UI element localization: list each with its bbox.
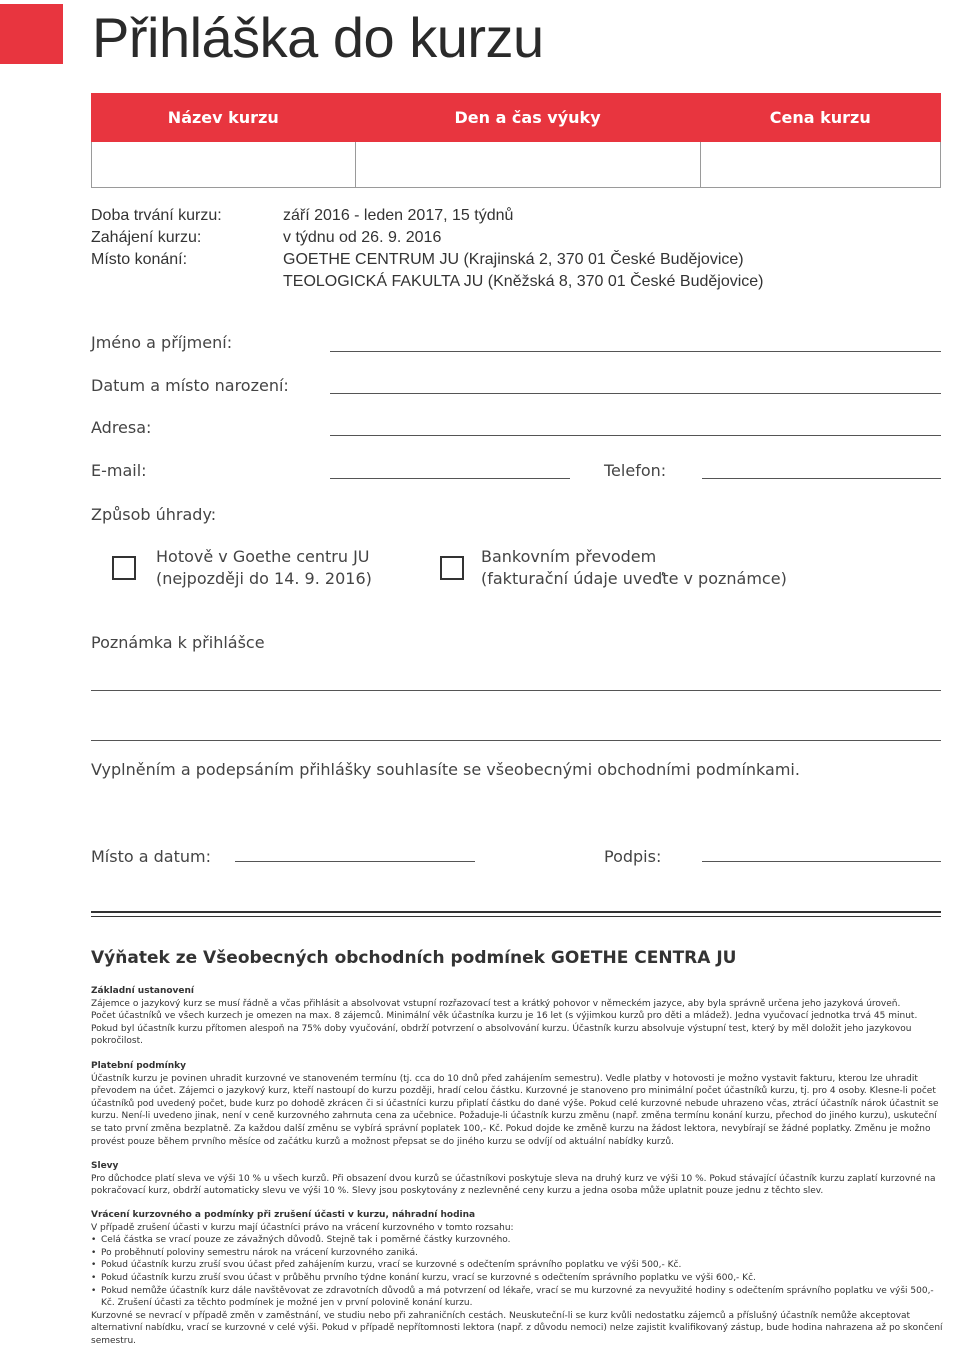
email-label: E-mail: xyxy=(91,461,147,480)
terms-line: Počet účastníků ve všech kurzech je omezen na max. 8 zájemců. Minimální věk účastníka kurzu je 16 let (s výjimkou kurzů pro děti a mládež). Jedna vyučovací jednotka trvá 45 minut. xyxy=(91,1011,918,1022)
refund-list xyxy=(91,1234,943,1310)
page-title: Přihláška do kurzu xyxy=(92,6,544,69)
section-title: Platební podmínky xyxy=(91,1061,187,1071)
price-cell[interactable] xyxy=(700,142,940,188)
terms-paragraph: Kurzovné se nevrací v případě změn v zaměstnání, ve studiu nebo při zahraničních cestách. Neuskuteční-li se kurz kvůli nedostatku zájemců a příslušný účastník nemůže akceptovat alternativní nabídku, vrací se kurzovné v celé výši. Pokud v případě nepřítomnosti lektora (např. z důvodu nemoci) nelze zajistit kvalifikovaný zástup, bude hodina nahrazena až po skončení semestru. xyxy=(91,1310,943,1346)
info-value: TEOLOGICKÁ FAKULTA JU (Kněžská 8, 370 01 České Budějovice) xyxy=(283,273,764,290)
agreement-text: Vyplněním a podepsáním přihlášky souhlasíte se všeobecnými obchodními podmínkami. xyxy=(91,760,800,779)
divider xyxy=(91,911,941,913)
cash-option-line1: Hotově v Goethe centru JU xyxy=(156,547,370,566)
name-label: Jméno a příjmení: xyxy=(91,333,233,352)
section-title: Základní ustanovení xyxy=(91,986,195,996)
note-line-1[interactable] xyxy=(91,690,941,691)
terms-section-discounts xyxy=(91,1160,943,1198)
terms-line: Pokud byl účastník kurzu přítomen alespoň na 75% doby vyučování, obdrží potvrzení o absolvování kurzu. Účastník kurzu absolvuje výstupní test, který by měl doložit jeho jazykovou pokročilost. xyxy=(91,1023,912,1047)
signature-label: Podpis: xyxy=(604,847,662,866)
course-name-cell[interactable] xyxy=(92,142,356,188)
terms-paragraph: Účastník kurzu je povinen uhradit kurzovné ve stanoveném termínu (tj. cca do 10 dnů před zahájením semestru). Vedle platby v hotovosti je možno vystavit fakturu, kterou lze uhradit převodem na účet. Zájemci o jazykový kurz, kteří nastoupí do kurzu později, hradí celou částku. Kurzovné je stanoveno pro minimální počet účastníků kurzu, tj. pro 4 osoby. Klesne-li počet účastníků pod uvedený počet, bude kurz po dohodě zkrácen či si účastníci kurzu připlatí částku do dané výše. Pokud celé kurzovné nebude uhrazeno včas, ztrácí účastník nárok účastnit se kurzu. Není-li uvedeno jinak, není v ceně kurzovného zahrnuta cena za učebnice. Požaduje-li účastník kurzu změnu (např. změna termínu konání kurzu, přechod do jiného kurzu), uskuteční se tato první změna bezplatně. Za každou další změnu se vybírá správní poplatek 100,- Kč. Pokud dojde ke změně kurzu na žádost lektora, nevybírají se žádné poplatky. Změnu je možno provést pouze během prvního měsíce od začátku kurzů a možnost přepsat se do jiného kurzu se odvíjí od aktuální nabídky kurzů. xyxy=(91,1073,939,1147)
payment-label: Způsob úhrady: xyxy=(91,505,217,524)
info-label: Zahájení kurzu: xyxy=(91,229,202,246)
terms-section-refund xyxy=(91,1209,943,1348)
header-price: Cena kurzu xyxy=(700,94,940,142)
transfer-option-line1: Bankovním převodem xyxy=(481,547,657,566)
phone-field[interactable] xyxy=(702,478,941,479)
terms-section-payment xyxy=(91,1060,943,1148)
info-label: Místo konání: xyxy=(91,251,188,268)
transfer-option-text xyxy=(481,546,787,590)
address-label: Adresa: xyxy=(91,418,152,437)
section-title: Vrácení kurzovného a podmínky při zrušení účasti v kurzu, náhradní hodina xyxy=(91,1210,476,1220)
terms-paragraph: Pro důchodce platí sleva ve výši 10 % u všech kurzů. Při obsazení dvou kurzů se účastníkovi poskytuje sleva na druhý kurz ve výši 10 %. Pokud stávající účastník kurzu zaplatí kurzovné na pokračovací kurz, obdrží automaticky slevu ve výši 10 %. Slevy jsou poskytovány z nezlevněné ceny kurzu a jedna osoba může uplatnit pouze jednu z těchto slev. xyxy=(91,1173,936,1197)
list-item: • Celá částka se vrací pouze ze závažných důvodů. Stejně tak i poměrné částky kurzovného. xyxy=(101,1234,943,1247)
transfer-checkbox[interactable] xyxy=(440,556,464,580)
transfer-option-line2: (fakturační údaje uveďte v poznámce) xyxy=(481,569,787,588)
email-field[interactable] xyxy=(330,478,570,479)
divider xyxy=(91,916,941,917)
place-date-label: Místo a datum: xyxy=(91,847,211,866)
info-label xyxy=(91,271,283,293)
list-item: • Pokud nemůže účastník kurz dále navštěvovat ze zdravotních důvodů a má potvrzení od lékaře, vrací se mu kurzovné za nevyužité hodiny s odečtením správního poplatku ve výši 500,- Kč. Zrušení účasti za těchto podmínek je možné jen v první polovině konání kurzu. xyxy=(101,1285,943,1310)
phone-label: Telefon: xyxy=(604,461,667,480)
cash-option-text xyxy=(156,546,372,590)
birth-field[interactable] xyxy=(330,393,941,394)
note-label: Poznámka k přihlášce xyxy=(91,633,265,652)
name-field[interactable] xyxy=(330,351,941,352)
header-course-name: Název kurzu xyxy=(92,94,356,142)
terms-section-basic xyxy=(91,985,943,1048)
info-value: v týdnu od 26. 9. 2016 xyxy=(283,229,442,246)
birth-label: Datum a místo narození: xyxy=(91,376,289,395)
cash-option-line2: (nejpozději do 14. 9. 2016) xyxy=(156,569,372,588)
terms-line: Zájemce o jazykový kurz se musí řádně a včas přihlásit a absolvovat vstupní rozřazovací test a krátký pohovor v německém jazyce, aby byla správně určena jeho jazyková úroveň. xyxy=(91,998,901,1009)
info-value: září 2016 - leden 2017, 15 týdnů xyxy=(283,207,514,224)
list-item: • Pokud účastník kurzu zruší svou účast v průběhu prvního týdne konání kurzu, vrací se kurzovné s odečtením správního poplatku ve výši 600,- Kč. xyxy=(101,1272,943,1285)
info-value: GOETHE CENTRUM JU (Krajinská 2, 370 01 České Budějovice) xyxy=(283,251,744,268)
day-time-cell[interactable] xyxy=(355,142,700,188)
address-field[interactable] xyxy=(330,435,941,436)
note-line-2[interactable] xyxy=(91,740,941,741)
header-day-time: Den a čas výuky xyxy=(355,94,700,142)
place-date-field[interactable] xyxy=(235,861,475,862)
terms-title: Výňatek ze Všeobecných obchodních podmínek GOETHE CENTRA JU xyxy=(91,948,737,968)
brand-red-square xyxy=(0,4,63,64)
terms-paragraph: V případě zrušení účasti v kurzu mají účastníci právo na vrácení kurzovného v tomto rozsahu: xyxy=(91,1222,514,1233)
course-table xyxy=(91,93,941,188)
signature-field[interactable] xyxy=(702,861,941,862)
section-title: Slevy xyxy=(91,1161,119,1171)
cash-checkbox[interactable] xyxy=(112,556,136,580)
course-info xyxy=(91,205,764,293)
list-item: • Po proběhnutí poloviny semestru nárok na vrácení kurzovného zaniká. xyxy=(101,1247,943,1260)
list-item: • Pokud účastník kurzu zruší svou účast před zahájením kurzu, vrací se kurzovné s odečtením správního poplatku ve výši 500,- Kč. xyxy=(101,1259,943,1272)
info-label: Doba trvání kurzu: xyxy=(91,207,222,224)
